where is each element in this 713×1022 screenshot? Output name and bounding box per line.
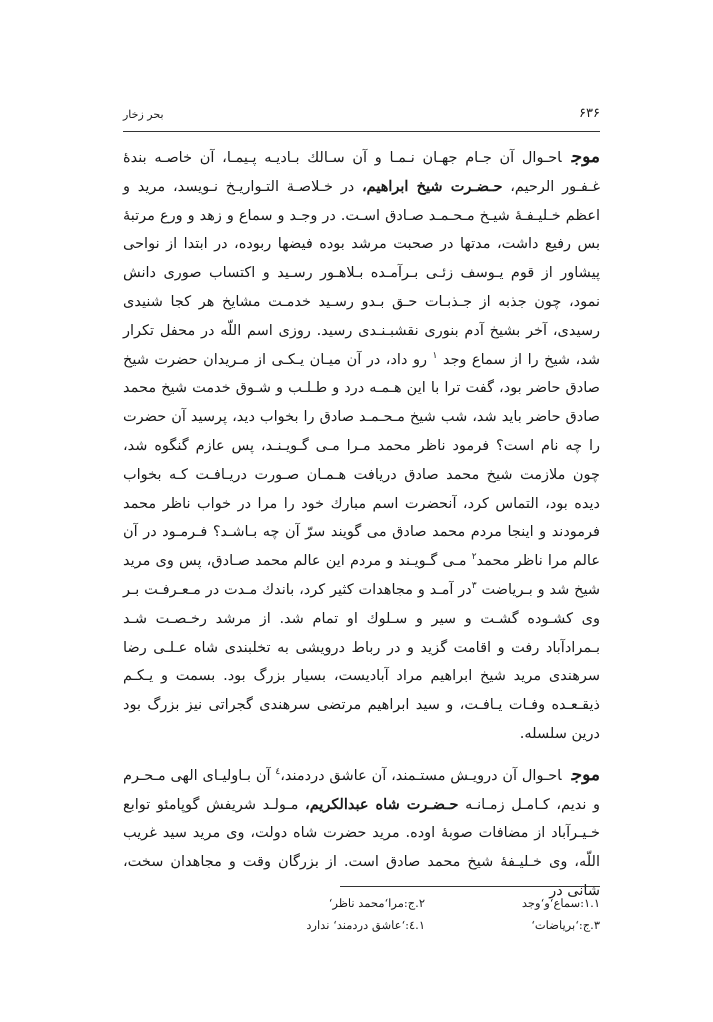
footnote-row [123,892,600,914]
entry-heading: موج [571,764,600,785]
header-divider [123,131,600,132]
running-title: بحر زخار [123,108,164,121]
footnote-marker: ١ [432,350,438,361]
text-segment: مـى گـويـند و مردم اين عالم محمد صـادق، پس وى مريد شيخ شد و بـرياضت [123,553,600,598]
text-segment: رو داد، در آن ميـان يـكـى از مـريدان حضرت شيخ صادق حاضر بود، گفت ترا با اين هـمـه درد و طـلـب و شـوق خدمت شيخ محمد صادق حاضر بايد شد، شب شيخ مـحـمـد صادق را بخواب ديد، پرسيد آن حضرت را چه نام است؟ فرمود ناظر محمد مـرا مـى گـويـنـد، پس عازم گنگوه شد، چون ملازمت شيخ محمد صادق دريافت هـمـان صـورت دريـافـت كـه بخواب ديده بود، التماس كرد، آنحضرت اسم مبارك خود را مرا در خواب ناظر محمد فرمودند و اينجا مردم محمد صادق مى گويند سرّ آن چه بـاشـد؟ فـرمـود در آن عالم مرا ناظر محمد [123,351,600,570]
footnote-marker: ٢ [471,552,477,563]
footnote-item: ١.١:سماع‘و‘وجد [521,896,600,910]
footnote-item: ٤.١:‘عاشق دردمند‘ ندارد [306,918,425,932]
entry-heading: موج [571,147,600,167]
page-number: ۶۳۶ [579,106,600,121]
page-header [123,106,600,128]
footnote-row [123,914,600,936]
text-segment: احـوال آن درويـش مستـمند، آن عاشق دردمند، [280,767,562,784]
footnotes [123,892,600,936]
entry-paragraph [123,761,600,906]
text-segment: آن بـاوليـاى الهى مـحـرم و نديم، كـامـل زمـانـه [123,767,601,813]
body-text [123,143,600,906]
footnote-marker: ٣ [471,581,477,592]
person-name: حـضـرت شيخ ابراهيم، [361,177,503,195]
text-segment: مـولـد شريفش گوپامئو توابع خـيـرآباد از مضافات صوبهٔ اوده. مريد حضرت شاه دولت، وى مريد سيد غريب اللّه، وى خـليـفهٔ شيخ محمد صادق است. از بزرگان وقت و مجاهدان سخت، شانى در [123,796,600,899]
text-segment: در آمـد و مجاهدات كثير كرد، باندك مـدت در مـعـرفـت بـر وى كشـوده گشـت و سير و سـلوك او تمام شد. از مرشد رخـصـت شـد بـمرادآباد رفت و اقامت گزيد و در رباط درويشى به تخلبندى شاه عـلـى رضا سرهندى مريد شيخ ابراهيم مراد آباديست، بسيار بزرگ بود. بسمت و يـكـم ذيقـعـده وفـات يـافـت، و سيد ابراهيم مرتضى سرهندى گجراتى نيز بزرگ بود درين سلسله. [123,581,600,742]
footnote-divider [340,886,600,887]
footnote-item: ٣.ج:‘برياضات‘ [531,918,600,932]
person-name: حـضـرت شاه عبدالكريم، [305,795,459,813]
text-segment: احـوال آن جـام جهـان نـمـا و آن سـالك بـاديـه پـيمـا، آن خاصـه بندهٔ غـفـور الرحيم، [123,150,600,195]
footnote-item: ٢.ج:مرا‘محمد ناظر‘ [328,896,425,910]
text-segment: در خـلاصـة التـواريـخ نـويسد، مريد و اعظم خـليـفـهٔ شيـخ مـحـمـد صـادق اسـت. در وجـد و سماع و زهد و ورع مرتبهٔ بس رفيع داشت، مدتها در صحبت مرشد بوده فيضها ربوده، در ابتدا از نواحى پيشاور از قوم يـوسف زئـى بـرآمـده بـلاهـور رسـيد و اكتساب صورى دانش نمود، چون جذبه از جـذبـات حـق بـدو رسـيد خدمـت مشايخ هر كجا شنيدى رسيدى، آخر بشيخ آدم بنورى نقشبـنـدى رسيد. روزى اسم اللّه در محفل تكرار شد، شيخ را از سماع وجد [123,178,600,368]
entry-paragraph [123,143,600,749]
footnote-marker: ٤ [275,766,281,777]
